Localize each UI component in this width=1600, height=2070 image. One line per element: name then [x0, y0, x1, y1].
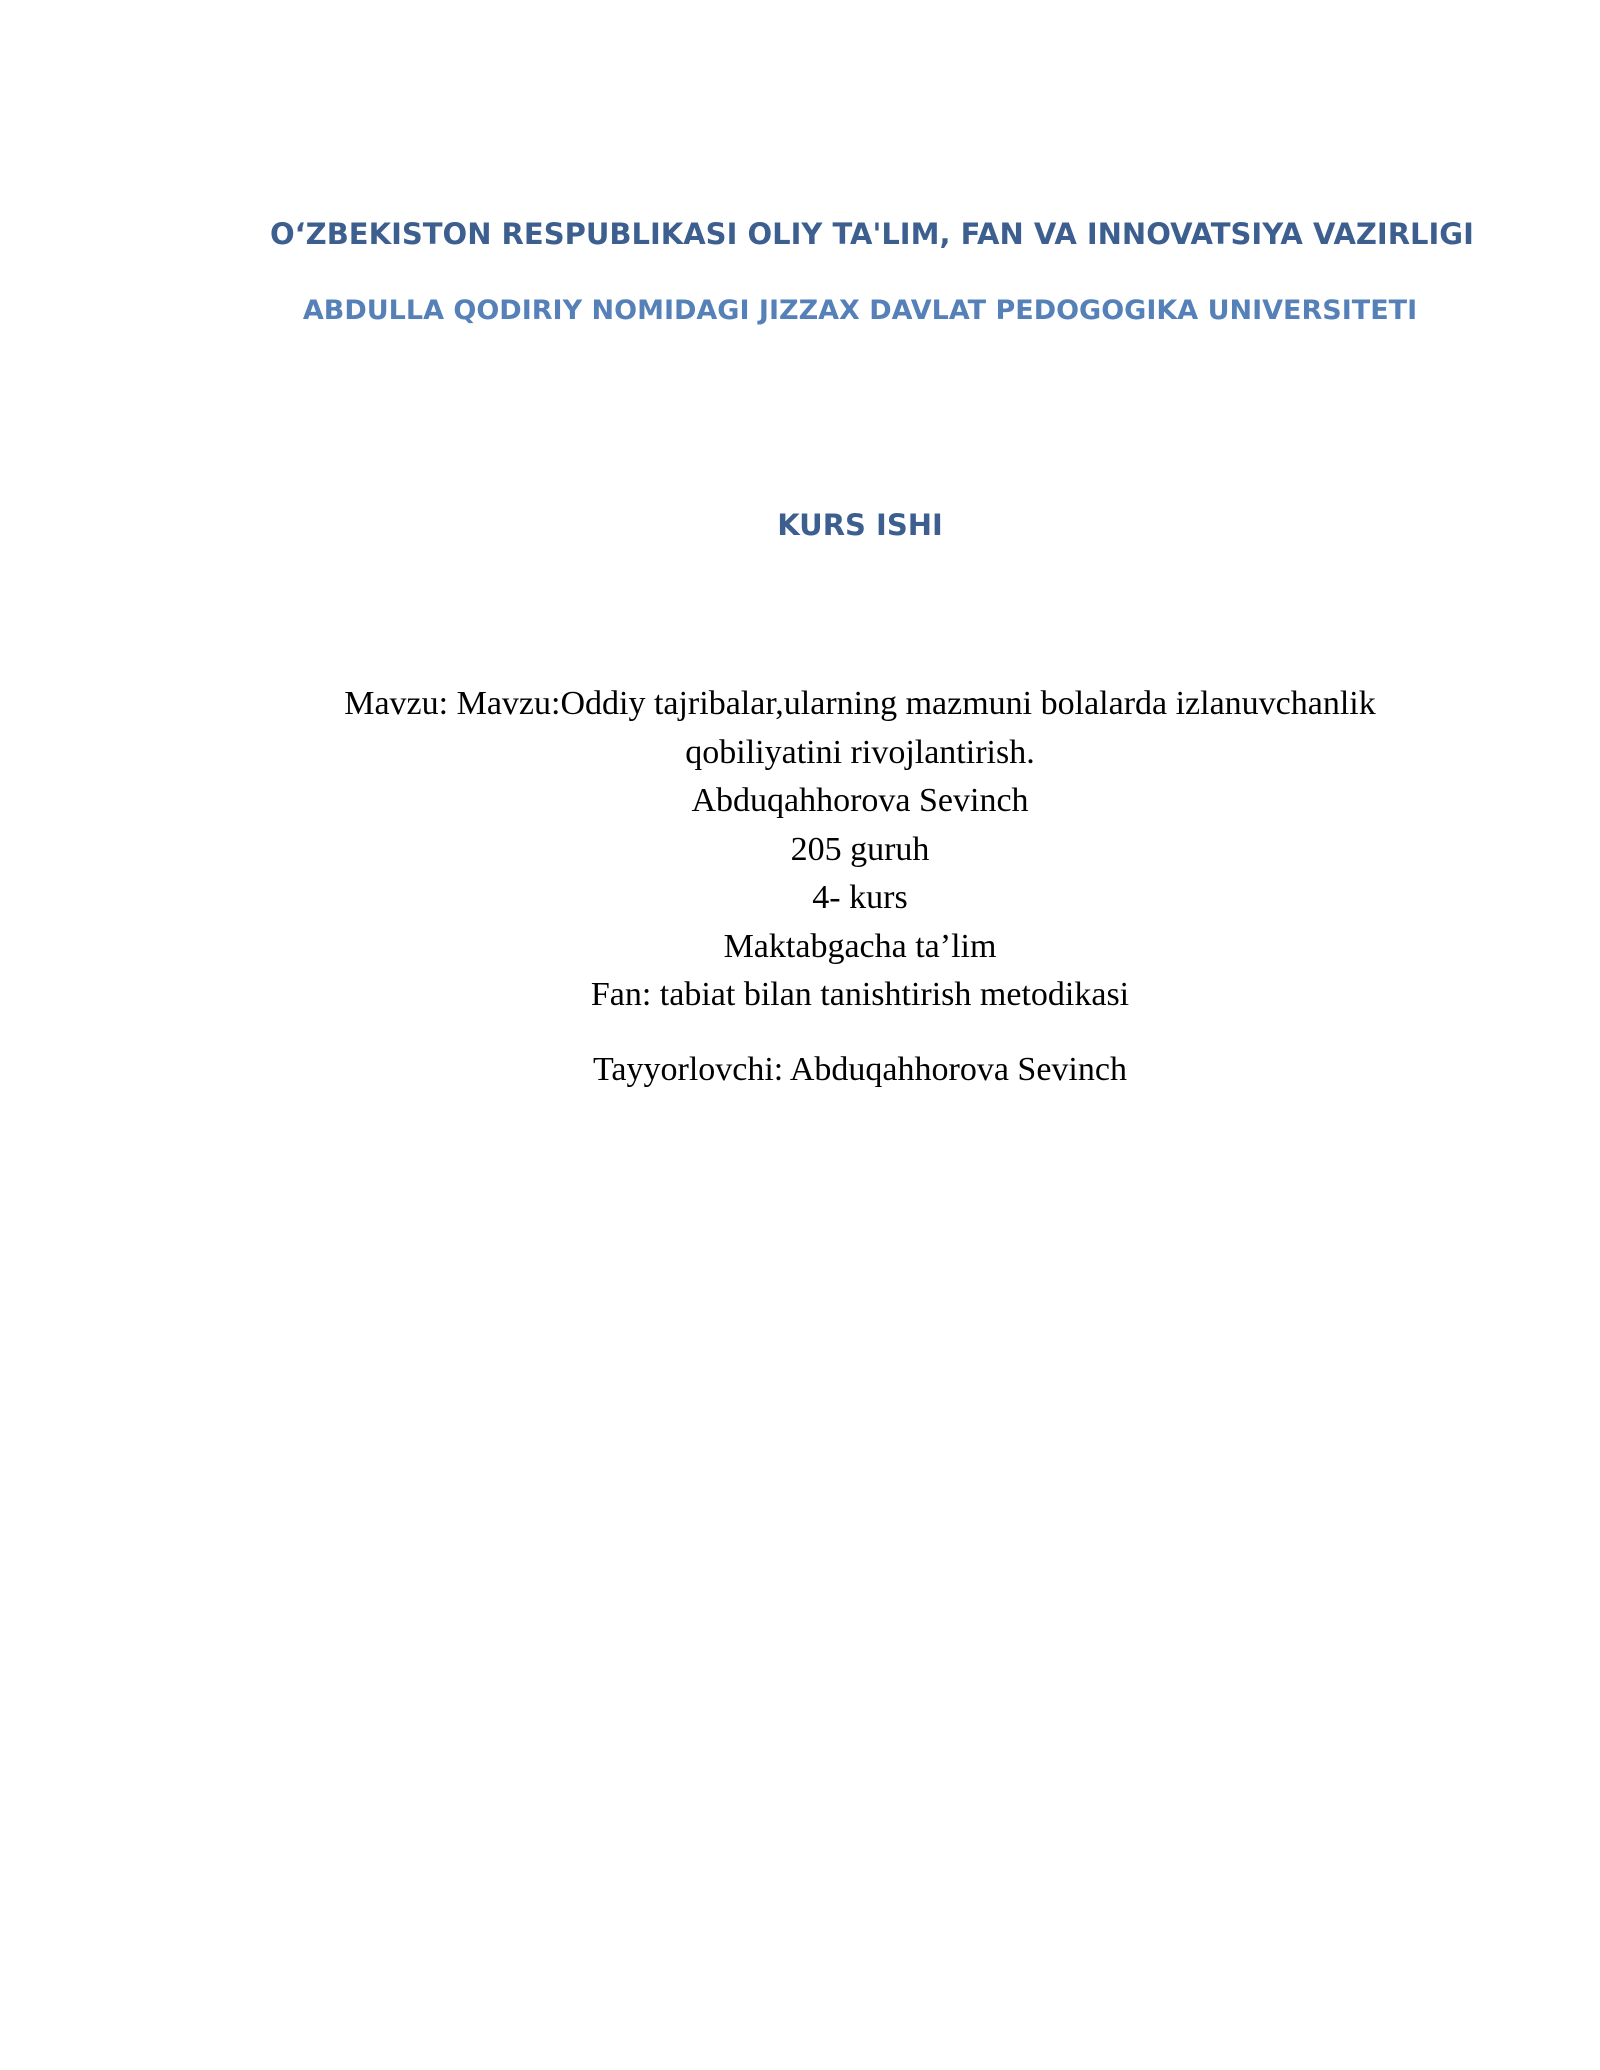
- topic-line-1: Mavzu: Mavzu:Oddiy tajribalar,ularning mazmuni bolalarda izlanuvchanlik: [344, 685, 1376, 722]
- document-type-title: KURS ISHI: [777, 508, 943, 542]
- topic-line-2: qobiliyatini rivojlantirish.: [685, 733, 1035, 771]
- course-year: 4- kurs: [812, 879, 908, 916]
- document-details: [270, 680, 1450, 1094]
- subject-name: Fan: tabiat bilan tanishtirish metodikasi: [590, 976, 1130, 1013]
- group-number: 205 guruh: [790, 830, 930, 868]
- student-name: Abduqahhorova Sevinch: [691, 782, 1029, 819]
- faculty-name: Maktabgacha ta’lim: [723, 927, 997, 965]
- university-heading: ABDULLA QODIRIY NOMIDAGI JIZZAX DAVLAT PEDOGOGIKA UNIVERSITETI: [302, 295, 1418, 326]
- prepared-by: Tayyorlovchi: Abduqahhorova Sevinch: [593, 1050, 1127, 1088]
- ministry-heading: O‘ZBEKISTON RESPUBLIKASI OLIY TA'LIM, FAN VA INNOVATSIYA VAZIRLIGI: [270, 217, 1474, 251]
